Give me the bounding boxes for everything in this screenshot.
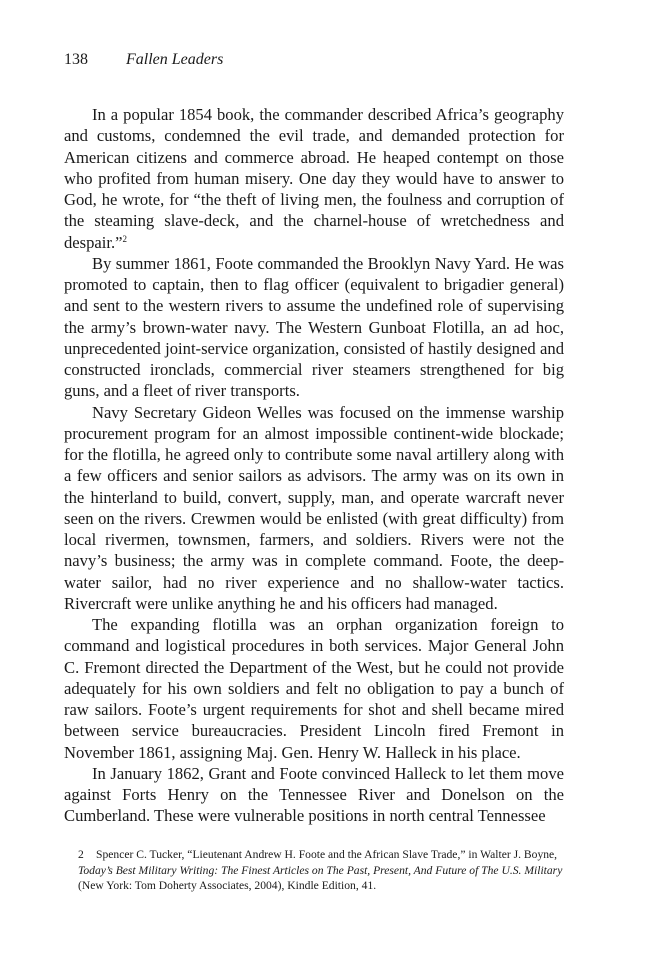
running-title: Fallen Leaders: [126, 51, 224, 68]
paragraph: The expanding flotilla was an orphan organization foreign to command and logistical procedures in both services. Major General John C. Fremont directed the Department of the West, but he could not provide adequately for his own soldiers and felt no obligation to pay a bunch of raw sailors. Foote’s urgent requirements for shot and shell became mired between service bureaucracies. President Lincoln fired Fremont in November 1861, assigning Maj. Gen. Henry W. Halleck in his place.: [64, 615, 564, 762]
paragraph-text: In a popular 1854 book, the commander described Africa’s geography and customs, condemned the evil trade, and demanded protection for American citizens and commerce abroad. He heaped contempt on those who profited from human misery. One day they would have to answer to God, he wrote, for “the theft of living men, the foulness and corruption of the steaming slave-deck, and the charnel-house of wretchedness and despair.”: [64, 105, 564, 252]
footnote-text: Spencer C. Tucker, “Lieutenant Andrew H. Foote and the African Slave Trade,” in Walter J. Boyne,: [96, 848, 558, 861]
footnote-ref[interactable]: 2: [122, 233, 128, 244]
paragraph: By summer 1861, Foote commanded the Brooklyn Navy Yard. He was promoted to captain, then to flag officer (equivalent to brigadier general) and sent to the western rivers to assume the undefined role of supervising the army’s brown-water navy. The Western Gunboat Flotilla, an ad hoc, unprecedented joint-service organization, consisted of hastily designed and constructed ironclads, commercial river steamers strengthened for big guns, and a fleet of river transports.: [64, 253, 564, 401]
footnote-book-title: Today’s Best Military Writing: The Finest Articles on The Past, Present, And Future of The U.S. Military: [78, 863, 563, 877]
page-number: 138: [64, 51, 88, 68]
paragraph: Navy Secretary Gideon Welles was focused on the immense warship procurement program for an almost impossible continent-wide blockade; for the flotilla, he agreed only to contribute some naval artillery along with a few officers and senior sailors as advisors. The army was on its own in the hinterland to build, convert, supply, man, and operate warcraft never seen on the rivers. Crewmen would be enlisted (with great difficulty) from local rivermen, townsmen, farmers, and soldiers. Rivers were not the navy’s business; the army was in complete command. Foote, the deep-water sailor, had no river experience and no shallow-water tactics. Rivercraft were unlike anything he and his officers had managed.: [64, 402, 564, 613]
body-text: [64, 104, 564, 827]
footnote-number: 2: [78, 848, 84, 861]
running-header: [64, 50, 223, 70]
paragraph: In January 1862, Grant and Foote convinced Halleck to let them move against Forts Henry on the Tennessee River and Donelson on the Cumberland. These were vulnerable positions in north central Tennessee: [64, 763, 564, 826]
paragraph: [64, 104, 564, 253]
footnote: [78, 847, 564, 894]
footnotes: [78, 847, 564, 894]
footnote-publication: (New York: Tom Doherty Associates, 2004), Kindle Edition, 41.: [78, 879, 377, 892]
